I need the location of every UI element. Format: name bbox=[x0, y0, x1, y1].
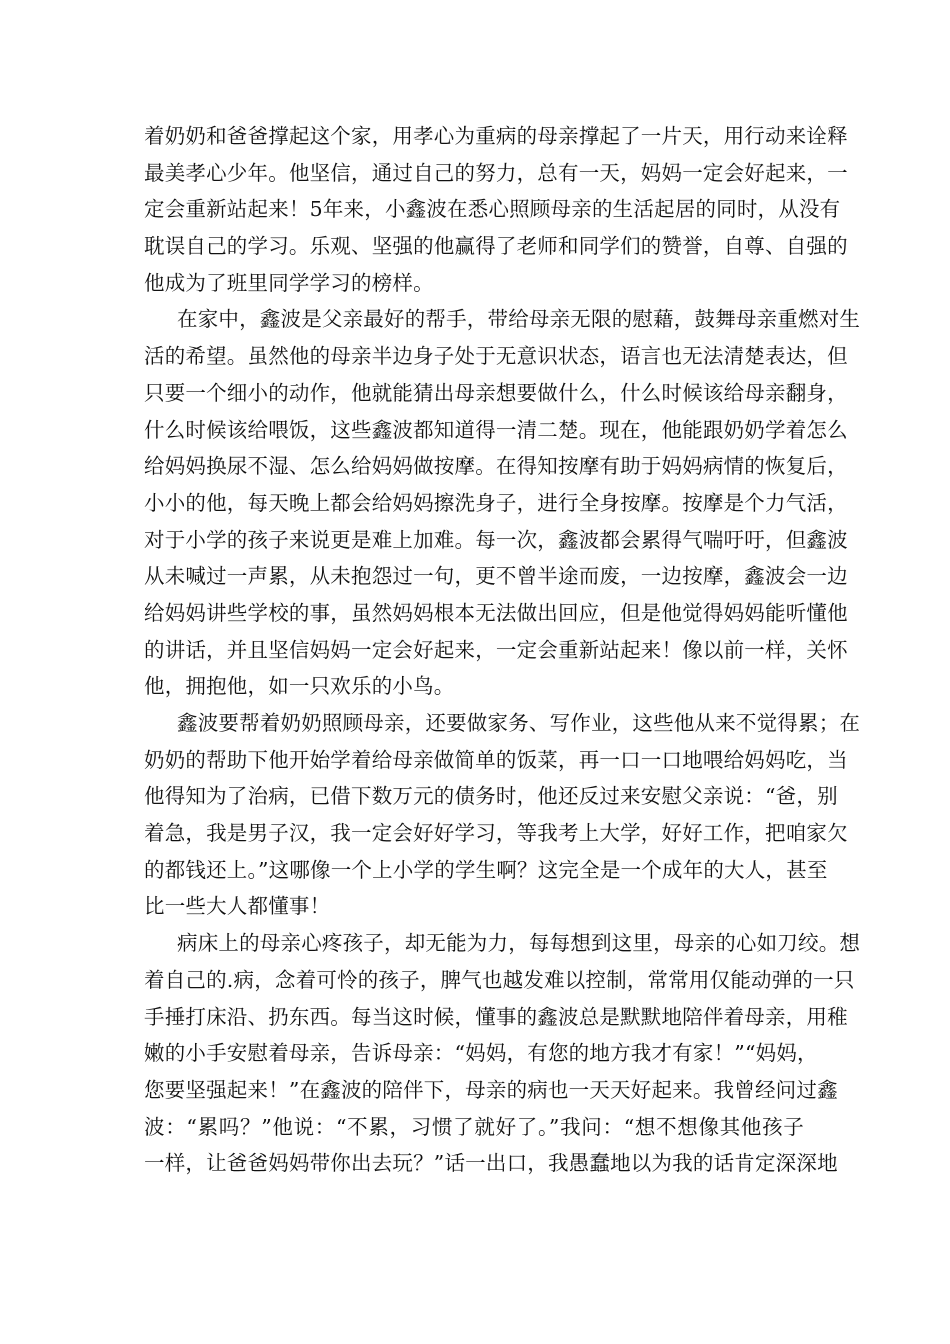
text-line: 耽误自己的学习。乐观、坚强的他赢得了老师和同学们的赞誉，自尊、自强的 bbox=[144, 234, 848, 259]
paragraph bbox=[144, 118, 848, 301]
text-line: 手捶打床沿、扔东西。每当这时候，懂事的鑫波总是默默地陪伴着母亲，用稚 bbox=[144, 1004, 848, 1029]
text-line: 波：“累吗？”他说：“不累，习惯了就好了。”我问：“想不想像其他孩子 bbox=[144, 1114, 804, 1139]
text-line: 给妈妈换尿不湿、怎么给妈妈做按摩。在得知按摩有助于妈妈病情的恢复后， bbox=[144, 454, 848, 479]
paragraph bbox=[144, 925, 861, 1182]
text-line: 病床上的母亲心疼孩子，却无能为力，每每想到这里，母亲的心如刀绞。想 bbox=[177, 931, 861, 956]
text-line: 比一些大人都懂事！ bbox=[144, 894, 331, 919]
paragraph bbox=[144, 705, 861, 925]
text-line: 小小的他，每天晚上都会给妈妈擦洗身子，进行全身按摩。按摩是个力气活， bbox=[144, 490, 848, 515]
text-line: 他，拥抱他，如一只欢乐的小鸟。 bbox=[144, 674, 455, 699]
text-line: 在家中，鑫波是父亲最好的帮手，带给母亲无限的慰藉，鼓舞母亲重燃对生 bbox=[177, 307, 861, 332]
text-line: 从未喊过一声累，从未抱怨过一句，更不曾半途而废，一边按摩，鑫波会一边 bbox=[144, 564, 848, 589]
text-line: 他得知为了治病，已借下数万元的债务时，他还反过来安慰父亲说：“爸，别 bbox=[144, 784, 838, 809]
document-body bbox=[144, 118, 861, 1182]
paragraph bbox=[144, 301, 861, 705]
text-line: 着急，我是男子汉，我一定会好好学习，等我考上大学，好好工作，把咱家欠 bbox=[144, 821, 848, 846]
text-line: 您要坚强起来！”在鑫波的陪伴下，母亲的病也一天天好起来。我曾经问过鑫 bbox=[144, 1077, 838, 1102]
text-line: 什么时候该给喂饭，这些鑫波都知道得一清二楚。现在，他能跟奶奶学着怎么 bbox=[144, 417, 848, 442]
text-line: 嫩的小手安慰着母亲，告诉母亲：“妈妈，有您的地方我才有家！”“妈妈， bbox=[144, 1041, 818, 1066]
text-line: 着奶奶和爸爸撑起这个家，用孝心为重病的母亲撑起了一片天，用行动来诠释 bbox=[144, 124, 848, 148]
text-line: 活的希望。虽然他的母亲半边身子处于无意识状态，语言也无法清楚表达，但 bbox=[144, 344, 848, 369]
text-line: 一样，让爸爸妈妈带你出去玩？”话一出口，我愚蠢地以为我的话肯定深深地 bbox=[144, 1151, 838, 1176]
text-line: 的都钱还上。”这哪像一个上小学的学生啊？这完全是一个成年的大人，甚至 bbox=[144, 857, 828, 882]
text-line: 只要一个细小的动作，他就能猜出母亲想要做什么，什么时候该给母亲翻身， bbox=[144, 380, 848, 405]
text-line: 他成为了班里同学学习的榜样。 bbox=[144, 270, 434, 295]
text-line: 对于小学的孩子来说更是难上加难。每一次，鑫波都会累得气喘吁吁，但鑫波 bbox=[144, 527, 848, 552]
text-line: 奶奶的帮助下他开始学着给母亲做简单的饭菜，再一口一口地喂给妈妈吃，当 bbox=[144, 747, 848, 772]
text-line: 最美孝心少年。他坚信，通过自己的努力，总有一天，妈妈一定会好起来，一 bbox=[144, 160, 848, 185]
text-line: 的讲话，并且坚信妈妈一定会好起来，一定会重新站起来！像以前一样，关怀 bbox=[144, 637, 848, 662]
text-line: 定会重新站起来！5年来，小鑫波在悉心照顾母亲的生活起居的同时，从没有 bbox=[144, 197, 841, 222]
text-line: 着自己的.病，念着可怜的孩子，脾气也越发难以控制，常常用仅能动弹的一只 bbox=[144, 967, 855, 992]
text-line: 给妈妈讲些学校的事，虽然妈妈根本无法做出回应，但是他觉得妈妈能听懂他 bbox=[144, 600, 848, 625]
text-line: 鑫波要帮着奶奶照顾母亲，还要做家务、写作业，这些他从来不觉得累；在 bbox=[177, 711, 861, 735]
